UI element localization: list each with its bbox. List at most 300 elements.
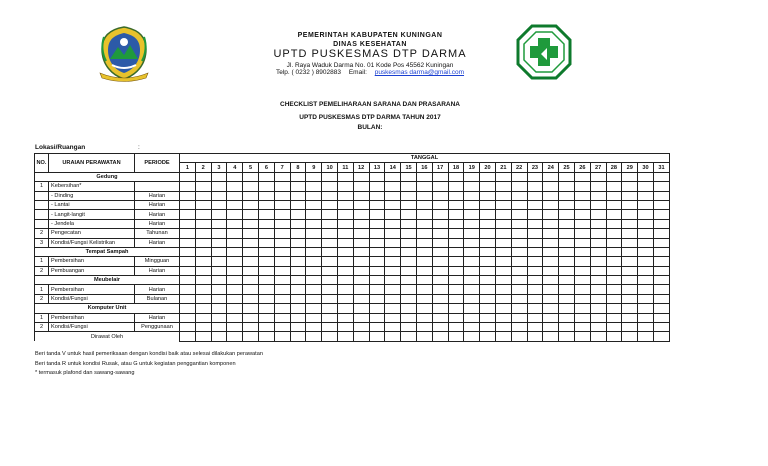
checkbox-cell[interactable] bbox=[258, 294, 274, 303]
checkbox-cell[interactable] bbox=[401, 247, 417, 256]
checkbox-cell[interactable] bbox=[180, 257, 196, 266]
checkbox-cell[interactable] bbox=[448, 276, 464, 285]
checkbox-cell[interactable] bbox=[243, 276, 259, 285]
checkbox-cell[interactable] bbox=[274, 247, 290, 256]
checkbox-cell[interactable] bbox=[243, 285, 259, 294]
checkbox-cell[interactable] bbox=[337, 304, 353, 313]
checkbox-cell[interactable] bbox=[606, 313, 622, 322]
checkbox-cell[interactable] bbox=[606, 285, 622, 294]
checkbox-cell[interactable] bbox=[606, 276, 622, 285]
checkbox-cell[interactable] bbox=[511, 182, 527, 191]
checkbox-cell[interactable] bbox=[243, 323, 259, 332]
checkbox-cell[interactable] bbox=[258, 219, 274, 228]
checkbox-cell[interactable] bbox=[385, 332, 401, 341]
checkbox-cell[interactable] bbox=[290, 257, 306, 266]
checkbox-cell[interactable] bbox=[653, 191, 669, 200]
checkbox-cell[interactable] bbox=[448, 266, 464, 275]
checkbox-cell[interactable] bbox=[448, 247, 464, 256]
checkbox-cell[interactable] bbox=[369, 219, 385, 228]
checkbox-cell[interactable] bbox=[480, 285, 496, 294]
checkbox-cell[interactable] bbox=[448, 332, 464, 341]
checkbox-cell[interactable] bbox=[574, 191, 590, 200]
checkbox-cell[interactable] bbox=[606, 191, 622, 200]
checkbox-cell[interactable] bbox=[527, 200, 543, 209]
checkbox-cell[interactable] bbox=[638, 172, 654, 181]
checkbox-cell[interactable] bbox=[622, 200, 638, 209]
checkbox-cell[interactable] bbox=[274, 257, 290, 266]
checkbox-cell[interactable] bbox=[243, 182, 259, 191]
checkbox-cell[interactable] bbox=[401, 182, 417, 191]
checkbox-cell[interactable] bbox=[495, 200, 511, 209]
checkbox-cell[interactable] bbox=[353, 257, 369, 266]
checkbox-cell[interactable] bbox=[527, 182, 543, 191]
checkbox-cell[interactable] bbox=[448, 172, 464, 181]
checkbox-cell[interactable] bbox=[353, 276, 369, 285]
checkbox-cell[interactable] bbox=[322, 229, 338, 238]
checkbox-cell[interactable] bbox=[432, 304, 448, 313]
checkbox-cell[interactable] bbox=[638, 276, 654, 285]
checkbox-cell[interactable] bbox=[590, 257, 606, 266]
checkbox-cell[interactable] bbox=[495, 304, 511, 313]
checkbox-cell[interactable] bbox=[622, 182, 638, 191]
checkbox-cell[interactable] bbox=[559, 276, 575, 285]
checkbox-cell[interactable] bbox=[416, 266, 432, 275]
checkbox-cell[interactable] bbox=[464, 294, 480, 303]
checkbox-cell[interactable] bbox=[258, 191, 274, 200]
checkbox-cell[interactable] bbox=[369, 323, 385, 332]
checkbox-cell[interactable] bbox=[495, 172, 511, 181]
checkbox-cell[interactable] bbox=[401, 210, 417, 219]
checkbox-cell[interactable] bbox=[322, 210, 338, 219]
checkbox-cell[interactable] bbox=[353, 313, 369, 322]
checkbox-cell[interactable] bbox=[574, 182, 590, 191]
checkbox-cell[interactable] bbox=[543, 276, 559, 285]
checkbox-cell[interactable] bbox=[369, 285, 385, 294]
checkbox-cell[interactable] bbox=[227, 229, 243, 238]
checkbox-cell[interactable] bbox=[195, 285, 211, 294]
checkbox-cell[interactable] bbox=[590, 266, 606, 275]
checkbox-cell[interactable] bbox=[369, 229, 385, 238]
checkbox-cell[interactable] bbox=[195, 200, 211, 209]
checkbox-cell[interactable] bbox=[274, 191, 290, 200]
checkbox-cell[interactable] bbox=[353, 210, 369, 219]
checkbox-cell[interactable] bbox=[495, 323, 511, 332]
checkbox-cell[interactable] bbox=[448, 200, 464, 209]
checkbox-cell[interactable] bbox=[638, 210, 654, 219]
checkbox-cell[interactable] bbox=[195, 247, 211, 256]
checkbox-cell[interactable] bbox=[480, 304, 496, 313]
checkbox-cell[interactable] bbox=[290, 332, 306, 341]
checkbox-cell[interactable] bbox=[385, 247, 401, 256]
checkbox-cell[interactable] bbox=[464, 313, 480, 322]
checkbox-cell[interactable] bbox=[511, 257, 527, 266]
checkbox-cell[interactable] bbox=[401, 229, 417, 238]
checkbox-cell[interactable] bbox=[243, 247, 259, 256]
checkbox-cell[interactable] bbox=[638, 219, 654, 228]
checkbox-cell[interactable] bbox=[638, 332, 654, 341]
checkbox-cell[interactable] bbox=[480, 219, 496, 228]
checkbox-cell[interactable] bbox=[227, 172, 243, 181]
checkbox-cell[interactable] bbox=[180, 313, 196, 322]
checkbox-cell[interactable] bbox=[401, 200, 417, 209]
checkbox-cell[interactable] bbox=[195, 210, 211, 219]
checkbox-cell[interactable] bbox=[274, 238, 290, 247]
checkbox-cell[interactable] bbox=[622, 323, 638, 332]
checkbox-cell[interactable] bbox=[353, 219, 369, 228]
checkbox-cell[interactable] bbox=[195, 323, 211, 332]
checkbox-cell[interactable] bbox=[622, 257, 638, 266]
checkbox-cell[interactable] bbox=[432, 182, 448, 191]
checkbox-cell[interactable] bbox=[638, 200, 654, 209]
checkbox-cell[interactable] bbox=[306, 332, 322, 341]
checkbox-cell[interactable] bbox=[401, 332, 417, 341]
checkbox-cell[interactable] bbox=[495, 276, 511, 285]
checkbox-cell[interactable] bbox=[495, 332, 511, 341]
checkbox-cell[interactable] bbox=[227, 219, 243, 228]
checkbox-cell[interactable] bbox=[401, 238, 417, 247]
checkbox-cell[interactable] bbox=[638, 313, 654, 322]
checkbox-cell[interactable] bbox=[432, 247, 448, 256]
checkbox-cell[interactable] bbox=[274, 172, 290, 181]
checkbox-cell[interactable] bbox=[416, 332, 432, 341]
checkbox-cell[interactable] bbox=[653, 182, 669, 191]
checkbox-cell[interactable] bbox=[243, 266, 259, 275]
checkbox-cell[interactable] bbox=[511, 294, 527, 303]
checkbox-cell[interactable] bbox=[306, 304, 322, 313]
checkbox-cell[interactable] bbox=[653, 172, 669, 181]
checkbox-cell[interactable] bbox=[574, 172, 590, 181]
checkbox-cell[interactable] bbox=[511, 219, 527, 228]
checkbox-cell[interactable] bbox=[258, 313, 274, 322]
checkbox-cell[interactable] bbox=[337, 229, 353, 238]
checkbox-cell[interactable] bbox=[416, 238, 432, 247]
checkbox-cell[interactable] bbox=[337, 200, 353, 209]
checkbox-cell[interactable] bbox=[369, 276, 385, 285]
checkbox-cell[interactable] bbox=[495, 229, 511, 238]
checkbox-cell[interactable] bbox=[590, 323, 606, 332]
checkbox-cell[interactable] bbox=[274, 294, 290, 303]
checkbox-cell[interactable] bbox=[322, 304, 338, 313]
checkbox-cell[interactable] bbox=[337, 247, 353, 256]
checkbox-cell[interactable] bbox=[180, 182, 196, 191]
checkbox-cell[interactable] bbox=[385, 182, 401, 191]
checkbox-cell[interactable] bbox=[480, 238, 496, 247]
checkbox-cell[interactable] bbox=[337, 266, 353, 275]
checkbox-cell[interactable] bbox=[511, 276, 527, 285]
checkbox-cell[interactable] bbox=[464, 182, 480, 191]
checkbox-cell[interactable] bbox=[416, 210, 432, 219]
checkbox-cell[interactable] bbox=[432, 276, 448, 285]
checkbox-cell[interactable] bbox=[211, 332, 227, 341]
checkbox-cell[interactable] bbox=[258, 210, 274, 219]
checkbox-cell[interactable] bbox=[559, 323, 575, 332]
checkbox-cell[interactable] bbox=[416, 200, 432, 209]
checkbox-cell[interactable] bbox=[416, 247, 432, 256]
checkbox-cell[interactable] bbox=[385, 200, 401, 209]
checkbox-cell[interactable] bbox=[306, 191, 322, 200]
checkbox-cell[interactable] bbox=[432, 238, 448, 247]
checkbox-cell[interactable] bbox=[243, 313, 259, 322]
checkbox-cell[interactable] bbox=[653, 229, 669, 238]
checkbox-cell[interactable] bbox=[243, 200, 259, 209]
checkbox-cell[interactable] bbox=[495, 266, 511, 275]
checkbox-cell[interactable] bbox=[480, 332, 496, 341]
checkbox-cell[interactable] bbox=[480, 313, 496, 322]
checkbox-cell[interactable] bbox=[258, 182, 274, 191]
checkbox-cell[interactable] bbox=[574, 238, 590, 247]
checkbox-cell[interactable] bbox=[258, 266, 274, 275]
checkbox-cell[interactable] bbox=[322, 285, 338, 294]
checkbox-cell[interactable] bbox=[306, 323, 322, 332]
checkbox-cell[interactable] bbox=[511, 229, 527, 238]
checkbox-cell[interactable] bbox=[495, 210, 511, 219]
checkbox-cell[interactable] bbox=[495, 238, 511, 247]
checkbox-cell[interactable] bbox=[622, 266, 638, 275]
checkbox-cell[interactable] bbox=[543, 332, 559, 341]
checkbox-cell[interactable] bbox=[337, 332, 353, 341]
checkbox-cell[interactable] bbox=[243, 172, 259, 181]
checkbox-cell[interactable] bbox=[258, 172, 274, 181]
checkbox-cell[interactable] bbox=[195, 266, 211, 275]
checkbox-cell[interactable] bbox=[480, 247, 496, 256]
checkbox-cell[interactable] bbox=[180, 304, 196, 313]
checkbox-cell[interactable] bbox=[322, 294, 338, 303]
checkbox-cell[interactable] bbox=[211, 247, 227, 256]
checkbox-cell[interactable] bbox=[290, 219, 306, 228]
checkbox-cell[interactable] bbox=[416, 172, 432, 181]
checkbox-cell[interactable] bbox=[337, 191, 353, 200]
checkbox-cell[interactable] bbox=[638, 323, 654, 332]
checkbox-cell[interactable] bbox=[180, 247, 196, 256]
checkbox-cell[interactable] bbox=[543, 191, 559, 200]
checkbox-cell[interactable] bbox=[211, 266, 227, 275]
checkbox-cell[interactable] bbox=[306, 229, 322, 238]
checkbox-cell[interactable] bbox=[353, 285, 369, 294]
checkbox-cell[interactable] bbox=[622, 285, 638, 294]
checkbox-cell[interactable] bbox=[369, 247, 385, 256]
checkbox-cell[interactable] bbox=[385, 313, 401, 322]
checkbox-cell[interactable] bbox=[385, 191, 401, 200]
checkbox-cell[interactable] bbox=[369, 238, 385, 247]
checkbox-cell[interactable] bbox=[464, 257, 480, 266]
checkbox-cell[interactable] bbox=[495, 313, 511, 322]
checkbox-cell[interactable] bbox=[322, 182, 338, 191]
checkbox-cell[interactable] bbox=[464, 247, 480, 256]
checkbox-cell[interactable] bbox=[290, 191, 306, 200]
checkbox-cell[interactable] bbox=[180, 219, 196, 228]
checkbox-cell[interactable] bbox=[274, 210, 290, 219]
checkbox-cell[interactable] bbox=[464, 266, 480, 275]
checkbox-cell[interactable] bbox=[258, 323, 274, 332]
checkbox-cell[interactable] bbox=[606, 247, 622, 256]
checkbox-cell[interactable] bbox=[195, 219, 211, 228]
checkbox-cell[interactable] bbox=[180, 266, 196, 275]
checkbox-cell[interactable] bbox=[195, 238, 211, 247]
checkbox-cell[interactable] bbox=[290, 276, 306, 285]
checkbox-cell[interactable] bbox=[495, 191, 511, 200]
checkbox-cell[interactable] bbox=[290, 313, 306, 322]
checkbox-cell[interactable] bbox=[574, 323, 590, 332]
checkbox-cell[interactable] bbox=[590, 191, 606, 200]
checkbox-cell[interactable] bbox=[464, 332, 480, 341]
checkbox-cell[interactable] bbox=[211, 285, 227, 294]
checkbox-cell[interactable] bbox=[353, 266, 369, 275]
checkbox-cell[interactable] bbox=[653, 323, 669, 332]
checkbox-cell[interactable] bbox=[590, 200, 606, 209]
checkbox-cell[interactable] bbox=[385, 266, 401, 275]
checkbox-cell[interactable] bbox=[480, 191, 496, 200]
checkbox-cell[interactable] bbox=[401, 172, 417, 181]
checkbox-cell[interactable] bbox=[464, 172, 480, 181]
checkbox-cell[interactable] bbox=[369, 332, 385, 341]
checkbox-cell[interactable] bbox=[180, 294, 196, 303]
checkbox-cell[interactable] bbox=[290, 285, 306, 294]
checkbox-cell[interactable] bbox=[211, 182, 227, 191]
checkbox-cell[interactable] bbox=[653, 247, 669, 256]
checkbox-cell[interactable] bbox=[638, 257, 654, 266]
checkbox-cell[interactable] bbox=[432, 210, 448, 219]
checkbox-cell[interactable] bbox=[480, 200, 496, 209]
checkbox-cell[interactable] bbox=[243, 304, 259, 313]
checkbox-cell[interactable] bbox=[638, 191, 654, 200]
checkbox-cell[interactable] bbox=[416, 276, 432, 285]
checkbox-cell[interactable] bbox=[385, 285, 401, 294]
checkbox-cell[interactable] bbox=[574, 332, 590, 341]
checkbox-cell[interactable] bbox=[653, 276, 669, 285]
checkbox-cell[interactable] bbox=[227, 332, 243, 341]
checkbox-cell[interactable] bbox=[559, 182, 575, 191]
checkbox-cell[interactable] bbox=[211, 313, 227, 322]
checkbox-cell[interactable] bbox=[606, 200, 622, 209]
checkbox-cell[interactable] bbox=[369, 266, 385, 275]
checkbox-cell[interactable] bbox=[511, 238, 527, 247]
checkbox-cell[interactable] bbox=[622, 276, 638, 285]
checkbox-cell[interactable] bbox=[337, 172, 353, 181]
checkbox-cell[interactable] bbox=[353, 229, 369, 238]
checkbox-cell[interactable] bbox=[559, 200, 575, 209]
checkbox-cell[interactable] bbox=[243, 332, 259, 341]
checkbox-cell[interactable] bbox=[274, 285, 290, 294]
checkbox-cell[interactable] bbox=[195, 191, 211, 200]
checkbox-cell[interactable] bbox=[527, 238, 543, 247]
checkbox-cell[interactable] bbox=[464, 200, 480, 209]
checkbox-cell[interactable] bbox=[606, 229, 622, 238]
checkbox-cell[interactable] bbox=[306, 276, 322, 285]
checkbox-cell[interactable] bbox=[464, 191, 480, 200]
checkbox-cell[interactable] bbox=[211, 294, 227, 303]
checkbox-cell[interactable] bbox=[448, 210, 464, 219]
checkbox-cell[interactable] bbox=[590, 219, 606, 228]
checkbox-cell[interactable] bbox=[606, 219, 622, 228]
checkbox-cell[interactable] bbox=[511, 285, 527, 294]
checkbox-cell[interactable] bbox=[511, 313, 527, 322]
checkbox-cell[interactable] bbox=[480, 182, 496, 191]
checkbox-cell[interactable] bbox=[211, 219, 227, 228]
checkbox-cell[interactable] bbox=[306, 247, 322, 256]
checkbox-cell[interactable] bbox=[511, 332, 527, 341]
checkbox-cell[interactable] bbox=[243, 238, 259, 247]
checkbox-cell[interactable] bbox=[448, 229, 464, 238]
checkbox-cell[interactable] bbox=[527, 219, 543, 228]
checkbox-cell[interactable] bbox=[653, 285, 669, 294]
checkbox-cell[interactable] bbox=[290, 229, 306, 238]
checkbox-cell[interactable] bbox=[195, 276, 211, 285]
checkbox-cell[interactable] bbox=[258, 332, 274, 341]
checkbox-cell[interactable] bbox=[574, 304, 590, 313]
checkbox-cell[interactable] bbox=[274, 266, 290, 275]
checkbox-cell[interactable] bbox=[574, 294, 590, 303]
checkbox-cell[interactable] bbox=[543, 182, 559, 191]
checkbox-cell[interactable] bbox=[590, 304, 606, 313]
checkbox-cell[interactable] bbox=[511, 191, 527, 200]
checkbox-cell[interactable] bbox=[385, 229, 401, 238]
header-email[interactable]: puskesmas darma@gmail.com bbox=[374, 69, 465, 76]
checkbox-cell[interactable] bbox=[622, 229, 638, 238]
checkbox-cell[interactable] bbox=[653, 304, 669, 313]
checkbox-cell[interactable] bbox=[622, 210, 638, 219]
checkbox-cell[interactable] bbox=[543, 210, 559, 219]
checkbox-cell[interactable] bbox=[385, 294, 401, 303]
checkbox-cell[interactable] bbox=[559, 313, 575, 322]
checkbox-cell[interactable] bbox=[401, 285, 417, 294]
checkbox-cell[interactable] bbox=[432, 200, 448, 209]
checkbox-cell[interactable] bbox=[227, 247, 243, 256]
checkbox-cell[interactable] bbox=[353, 191, 369, 200]
checkbox-cell[interactable] bbox=[574, 200, 590, 209]
checkbox-cell[interactable] bbox=[559, 332, 575, 341]
checkbox-cell[interactable] bbox=[464, 219, 480, 228]
checkbox-cell[interactable] bbox=[227, 304, 243, 313]
checkbox-cell[interactable] bbox=[480, 294, 496, 303]
checkbox-cell[interactable] bbox=[622, 294, 638, 303]
checkbox-cell[interactable] bbox=[574, 229, 590, 238]
checkbox-cell[interactable] bbox=[448, 238, 464, 247]
checkbox-cell[interactable] bbox=[638, 247, 654, 256]
checkbox-cell[interactable] bbox=[227, 191, 243, 200]
checkbox-cell[interactable] bbox=[543, 247, 559, 256]
checkbox-cell[interactable] bbox=[511, 247, 527, 256]
checkbox-cell[interactable] bbox=[290, 247, 306, 256]
checkbox-cell[interactable] bbox=[401, 276, 417, 285]
checkbox-cell[interactable] bbox=[258, 276, 274, 285]
checkbox-cell[interactable] bbox=[622, 238, 638, 247]
checkbox-cell[interactable] bbox=[590, 182, 606, 191]
checkbox-cell[interactable] bbox=[653, 332, 669, 341]
checkbox-cell[interactable] bbox=[227, 238, 243, 247]
checkbox-cell[interactable] bbox=[559, 229, 575, 238]
checkbox-cell[interactable] bbox=[448, 313, 464, 322]
checkbox-cell[interactable] bbox=[258, 247, 274, 256]
checkbox-cell[interactable] bbox=[448, 294, 464, 303]
checkbox-cell[interactable] bbox=[401, 304, 417, 313]
checkbox-cell[interactable] bbox=[322, 238, 338, 247]
checkbox-cell[interactable] bbox=[180, 285, 196, 294]
checkbox-cell[interactable] bbox=[369, 210, 385, 219]
checkbox-cell[interactable] bbox=[274, 219, 290, 228]
checkbox-cell[interactable] bbox=[369, 257, 385, 266]
checkbox-cell[interactable] bbox=[527, 229, 543, 238]
checkbox-cell[interactable] bbox=[653, 313, 669, 322]
checkbox-cell[interactable] bbox=[559, 210, 575, 219]
checkbox-cell[interactable] bbox=[337, 182, 353, 191]
checkbox-cell[interactable] bbox=[511, 172, 527, 181]
checkbox-cell[interactable] bbox=[274, 200, 290, 209]
checkbox-cell[interactable] bbox=[543, 266, 559, 275]
checkbox-cell[interactable] bbox=[353, 304, 369, 313]
checkbox-cell[interactable] bbox=[416, 294, 432, 303]
checkbox-cell[interactable] bbox=[574, 210, 590, 219]
checkbox-cell[interactable] bbox=[543, 313, 559, 322]
